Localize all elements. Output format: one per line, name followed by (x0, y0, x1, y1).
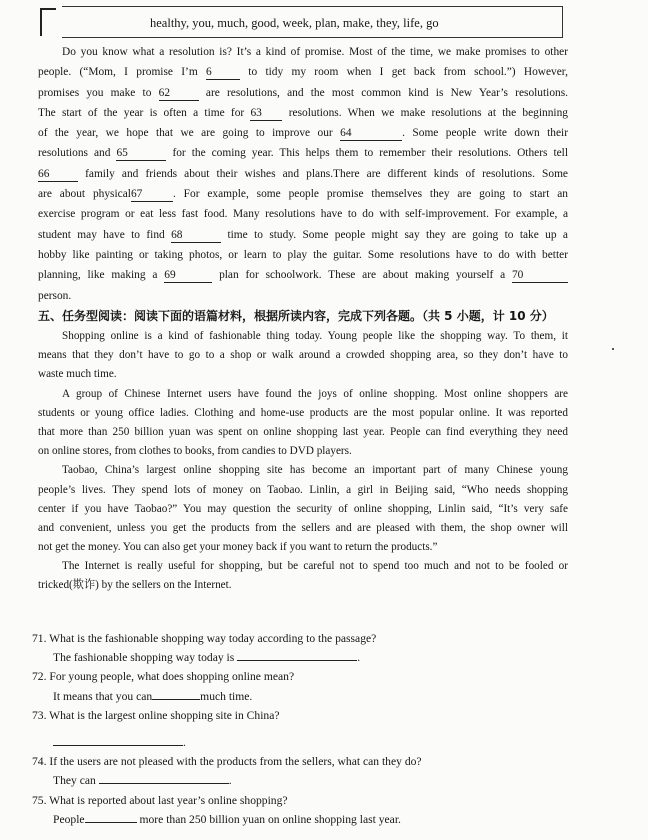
answer-blank[interactable] (152, 687, 200, 700)
question-75: 75. What is reported about last year’s online shopping? (32, 793, 288, 807)
answer-blank[interactable] (85, 810, 137, 823)
blank-64: 64 (340, 126, 402, 141)
question-73: 73. What is the largest online shopping site in China? (32, 708, 280, 722)
question-74: 74. If the users are not pleased with the products from the sellers, what can they do? (32, 755, 422, 769)
reading-line: students or young office ladies. Clothing and home-use products are the most popular online. It was reported (38, 406, 568, 419)
reading-line: The Internet is really useful for shopping, but be careful not to spend too much and not to be fooled or (62, 560, 568, 573)
answer-74: They can . (32, 771, 562, 790)
answer-71: The fashionable shopping way today is . (32, 648, 562, 667)
reading-line: tricked(欺诈) by the sellers on the Internet. (38, 579, 232, 592)
cloze-line: person. (38, 289, 72, 302)
cloze-line: resolutions and 65 for the coming year. This helps them to remember their resolutions. Others tell (38, 147, 568, 160)
blank-66: 66 (38, 167, 78, 182)
blank-61: 6 (206, 65, 240, 80)
cloze-line: exercise program or eat less fast food. Many resolutions have to do with self-improvement. For example, a (38, 208, 568, 221)
blank-65: 65 (116, 146, 166, 161)
cloze-line: people. (“Mom, I promise I’m 6 to tidy my room when I get back from school.”) However, (38, 66, 568, 79)
blank-68: 68 (171, 228, 221, 243)
answer-blank[interactable] (99, 771, 229, 784)
answer-75: People more than 250 billion yuan on online shopping last year. (32, 810, 562, 829)
blank-69: 69 (164, 268, 212, 283)
cloze-line: The start of the year is often a time for 63 resolutions. When we make resolutions at the beginning (38, 106, 568, 119)
answer-blank[interactable] (237, 648, 357, 661)
blank-62: 62 (159, 86, 199, 101)
reading-line: and convenient, unless you get the products from the sellers and are pleased with them, the shop owner will (38, 521, 568, 534)
cloze-line: promises you make to 62 are resolutions, and the most common kind is New Year’s resolutions. (38, 86, 568, 99)
blank-70: 70 (512, 268, 568, 283)
reading-line: center if you have Taobao?” You may question the security of online shopping, Linlin said, “It’s very safe (38, 502, 568, 515)
answer-blank[interactable] (53, 733, 183, 746)
margin-mark (612, 348, 614, 350)
answer-72: It means that you can much time. (32, 687, 562, 706)
reading-line: that more than 250 billion yuan was spent on online shopping last year. People can find everything they need (38, 425, 568, 438)
question-71: 71. What is the fashionable shopping way today according to the passage? (32, 632, 377, 645)
blank-63: 63 (250, 106, 282, 121)
word-bank: healthy, you, much, good, week, plan, make, they, life, go (150, 16, 439, 30)
questions (32, 629, 562, 829)
cloze-line: planning, like making a 69 plan for schoolwork. These are about making yourself a 70 (38, 265, 568, 285)
reading-line: A group of Chinese Internet users have found the joys of online shopping. Most online shoppers are (62, 387, 568, 400)
cloze-line: are about physical67 . For example, some people promise themselves they are going to start an (38, 188, 568, 201)
cloze-passage (38, 42, 568, 306)
reading-line: on online stores, from clothes to books, from candies to DVD players. (38, 445, 352, 458)
section-heading: 五、任务型阅读：阅读下面的语篇材料，根据所读内容，完成下列各题。（共 5 小题，计 10 分） (38, 309, 554, 323)
question-72: 72. For young people, what does shopping online mean? (32, 670, 295, 684)
reading-line: Taobao, China’s largest online shopping site has become an important part of many Chinese young (62, 464, 568, 477)
reading-line: not get the money. You can also get your money back if you want to return the products.” (38, 541, 438, 554)
reading-line: means that they don’t have to go to a shop or walk around a crowded shopping area, so they don’t have to (38, 349, 568, 362)
reading-passage (38, 327, 568, 596)
reading-line: waste much time. (38, 368, 117, 381)
cloze-line: student may have to find 68 time to study. Some people might say they are going to take up a (38, 228, 568, 241)
corner-bracket (40, 8, 56, 36)
reading-line: people’s lives. They spend lots of money on Taobao. Linlin, a girl in Beijing said, “Who needs shopping (38, 483, 568, 496)
cloze-line: 66 family and friends about their wishes and plans.There are different kinds of resolutions. Some (38, 167, 568, 180)
cloze-line: Do you know what a resolution is? It’s a kind of promise. Most of the time, we make promises to other (62, 46, 568, 58)
blank-67: 67 (131, 187, 173, 202)
cloze-line: hobby like painting or taking photos, or learn to play the guitar. Some resolutions have to do with better (38, 248, 568, 261)
cloze-line: of the year, we hope that we are going to improve our 64 . Some people write down their (38, 127, 568, 140)
answer-73: . (32, 725, 562, 752)
reading-line: Shopping online is a kind of fashionable thing today. Young people like the shopping way. To them, it (62, 330, 568, 342)
